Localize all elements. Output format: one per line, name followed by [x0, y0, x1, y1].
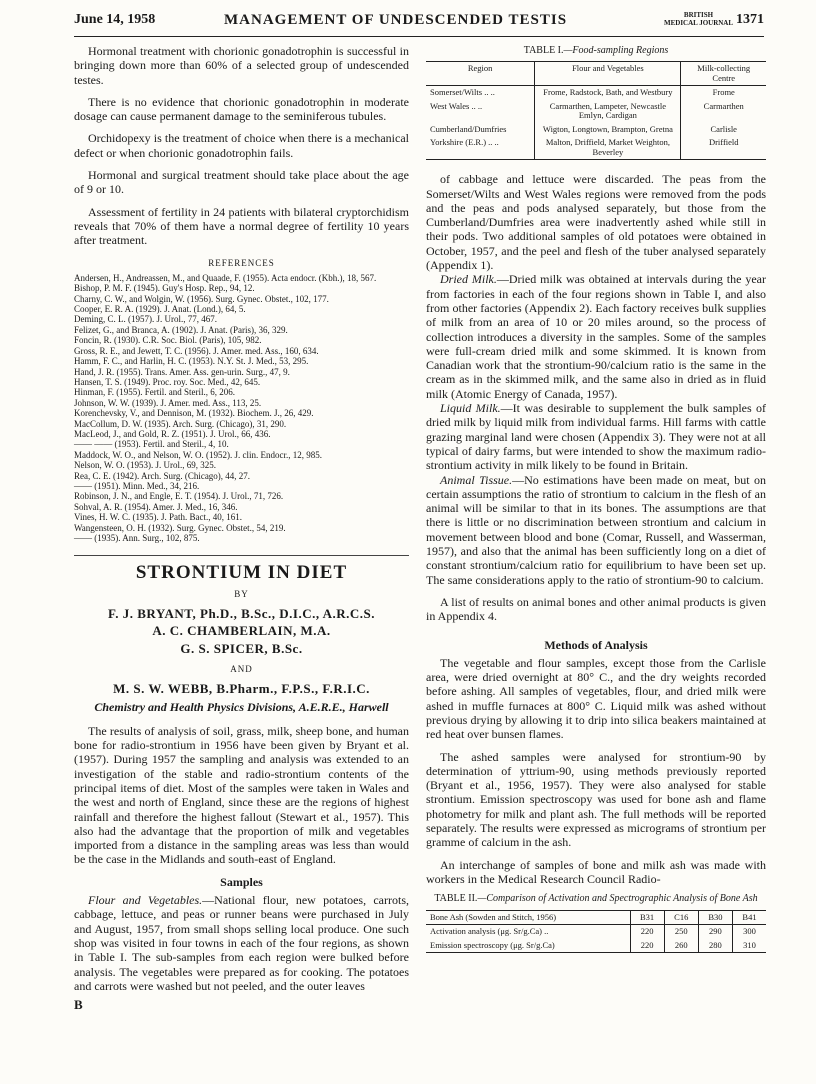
reference-entry: Hansen, T. S. (1949). Proc. roy. Soc. Med., 42, 645.: [74, 376, 261, 387]
conclusion-paragraph: There is no evidence that chorionic gonadotrophin in moderate dosage can cause permanent damage to the seminiferous tubules.: [74, 94, 409, 124]
author-line: M. S. W. WEBB, B.Pharm., F.P.S., F.R.I.C.: [113, 681, 370, 697]
table1-label: TABLE I.: [523, 45, 564, 56]
table2-header: B31: [630, 910, 664, 925]
dried-milk-lead: Dried Milk.: [440, 272, 497, 287]
table1-header: Milk-collecting Centre: [681, 62, 766, 86]
reference-entry: Deming, C. L. (1957). J. Urol., 77, 467.: [74, 314, 217, 325]
table-row: [426, 123, 766, 137]
table2-header: B30: [698, 910, 732, 925]
samples-heading: Samples: [220, 874, 263, 889]
table2-label: TABLE II.: [434, 893, 478, 905]
reference-entry: Hand, J. R. (1955). Trans. Amer. Ass. gen-urin. Surg., 47, 9.: [74, 366, 290, 377]
conclusion-paragraph: Hormonal treatment with chorionic gonadotrophin is successful in bringing down more than 60% of a selected group of undescended testes.: [74, 44, 409, 87]
byline-by: BY: [234, 588, 249, 599]
liquid-milk-lead: Liquid Milk.: [440, 401, 501, 416]
signature-mark: B: [74, 997, 83, 1013]
table2-header: C16: [664, 910, 698, 925]
table1-cell-milk: Carlisle: [681, 123, 766, 137]
dried-milk-paragraph: [426, 272, 766, 401]
table1-body: [426, 86, 766, 160]
animal-tissue-text: —No estimations have been made on meat, but on certain assumptions the ratio of strontium to calcium in the flesh of an animal will be similar to that in its bones. The assumptions are that there is little or no discrimination between strontium and calcium in movement between blood and bone (Comar, Russell, and Wasserman, 1957), and also that the animal has been sufficiently long on a diet of constant strontium/calcium ratio for equilibrium to have been set up. The same considerations apply to the ratio of strontium-90 to calcium.: [426, 472, 766, 587]
reference-entry: Felizet, G., and Branca, A. (1902). J. Anat. (Paris), 36, 329.: [74, 324, 288, 335]
dried-milk-text: —Dried milk was obtained at intervals during the year from factories in each of the four regions shown in Table I, and also from other factories (Appendix 2). Each factory receives bulk supplies of milk from an area of 10 or 20 miles around, so the process of collection introduces a diversity in the samples. Some of the samples were full-cream dried milk and some skimmed. It is known from Canadian work that the strontium-90/calcium ratio is the same in the cream as in the skimmed milk, and the same also in dried as in fluid milk (Atomic Energy of Canada, 1957).: [426, 272, 766, 401]
table-row: [426, 939, 766, 953]
author-line: F. J. BRYANT, Ph.D., B.Sc., D.I.C., A.R.C.S.: [107, 606, 376, 622]
reference-entry: —— (1951). Minn. Med., 34, 216.: [74, 480, 200, 491]
reference-entry: Maddock, W. O., and Nelson, W. O. (1952). J. clin. Endocr., 12, 985.: [74, 449, 322, 460]
divider: [74, 555, 409, 556]
conclusions: [74, 44, 409, 248]
table1-cell-milk: Carmarthen: [681, 100, 766, 123]
table2-value: 250: [664, 925, 698, 939]
flour-continued: of cabbage and lettuce were discarded. The peas from the Somerset/Wilts and West Wales regions were removed from the pods and the peas and pods analysed separately, but those from the Cumberland/Dumfries area were inadvertently ashed while still in their pods. Two additional samples of old potatoes were obtained in October, 1957, and the peel and flesh of the tuber analysed separately (Appendix 1).: [426, 172, 766, 273]
table1-cell-veg: Malton, Driffield, Market Weighton, Beverley: [535, 136, 681, 160]
table1-cell-region: West Wales .. ..: [430, 100, 483, 111]
animal-tissue-lead: Animal Tissue.: [440, 472, 513, 487]
reference-entry: Sohval, A. R. (1954). Amer. J. Med., 16, 346.: [74, 501, 238, 512]
author-line: G. S. SPICER, B.Sc.: [180, 640, 303, 656]
flour-lead: Flour and Vegetables.: [88, 893, 203, 908]
issue-date: June 14, 1958: [74, 12, 156, 27]
page-number: 1371: [736, 12, 764, 27]
flour-text: —National flour, new potatoes, carrots, cabbage, lettuce, and peas or runner beans were purchased in July and August, 1957, from small shops selling local produce. One such shop was visited in four towns in each of the four regions, as shown in Table I. The sub-samples from each region were bulked before analysis. The vegetables were prepared as for cooking. The potatoes and carrots were washed but not peeled, and the outer leaves: [74, 893, 409, 993]
table1-cell-milk: Driffield: [681, 136, 766, 160]
intro-paragraph: The results of analysis of soil, grass, milk, sheep bone, and human bone for radio-strontium in 1956 have been given by Bryant et al. (1957). During 1957 the sampling and analysis was extended to an investigation of the stable and radio-strontium contents of the principal items of diet. Most of the samples were taken in Wales and the west and north of England, since these are the regions of highest rainfall and therefore the highest fallout (Stewart et al., 1957). This also had the advantage that the proportion of milk and vegetables imported from a distance in the sampling areas was less than would be the case in the Midlands and south-east of England.: [74, 723, 409, 867]
table-row: [426, 100, 766, 123]
reference-entry: Nelson, W. O. (1953). J. Urol., 69, 325.: [74, 460, 216, 471]
reference-entry: MacCollum, D. W. (1935). Arch. Surg. (Chicago), 31, 290.: [74, 418, 287, 429]
table2-value: 310: [733, 939, 766, 953]
journal-line-2: MEDICAL JOURNAL: [664, 19, 734, 27]
table2-value: 260: [664, 939, 698, 953]
table1-cell-milk: Frome: [681, 86, 766, 100]
table2-body: [426, 925, 766, 953]
affiliation: Chemistry and Health Physics Divisions, A.E.R.E., Harwell: [94, 699, 389, 714]
conclusion-paragraph: Hormonal and surgical treatment should take place about the age of 9 or 10.: [74, 168, 409, 197]
reference-entry: Foncin, R. (1930). C.R. Soc. Biol. (Paris), 105, 982.: [74, 335, 262, 346]
reference-entry: Hinman, F. (1955). Fertil. and Steril., 6, 206.: [74, 387, 236, 398]
table2-header: Bone Ash (Sowden and Stitch, 1956): [426, 910, 630, 925]
table1-cell-veg: Carmarthen, Lampeter, Newcastle Emlyn, Cardigan: [535, 100, 681, 123]
table1-header: Region: [426, 62, 535, 86]
methods-paragraph: The ashed samples were analysed for strontium-90 by determination of yttrium-90, using methods previously reported (Bryant et al., 1956, 1957). They were also analysed for stable strontium. Emission spectroscopy was used for bone ash and flame photometry for milk and plant ash. The full methods will be reported separately. The results were expressed as micrograms of strontium per gramme of calcium in the ash.: [426, 749, 766, 850]
reference-entry: Vines, H. W. C. (1935). J. Path. Bact., 40, 161.: [74, 512, 242, 523]
reference-entry: Korenchevsky, V., and Dennison, M. (1932). Biochem. J., 26, 429.: [74, 408, 314, 419]
reference-entry: Robinson, J. N., and Engle, E. T. (1954). J. Urol., 71, 726.: [74, 491, 284, 502]
table2-caption-text: —Comparison of Activation and Spectrographic Analysis of Bone Ash: [477, 893, 758, 905]
table-row: [426, 136, 766, 160]
conclusion-paragraph: Assessment of fertility in 24 patients with bilateral cryptorchidism reveals that 70% of them have a normal degree of fertility 10 years after treatment.: [74, 204, 409, 248]
byline-and: AND: [230, 663, 253, 674]
journal-name: [664, 11, 733, 27]
table1-cell-region: Cumberland/Dumfries: [430, 123, 507, 134]
reference-entry: Bishop, P. M. F. (1945). Guy's Hosp. Rep., 94, 12.: [74, 283, 255, 294]
animal-tissue-paragraph: [426, 473, 766, 587]
methods-paragraph: An interchange of samples of bone and milk ash was made with workers in the Medical Research Council Radio-: [426, 857, 766, 886]
running-header: [74, 8, 764, 37]
table2-value: 280: [698, 939, 732, 953]
table2-header: B41: [733, 910, 766, 925]
table1: [426, 61, 766, 160]
liquid-milk-text: —It was desirable to supplement the bulk samples of dried milk by liquid milk from individual farms. Hill farms with cattle grazing marginal land were chosen (Appendix 3). They were not at all typical of dairy farms, but were intended to show the maximum radio-strontium activity in milk likely to be found in Britain.: [426, 401, 766, 473]
reference-entry: Johnson, W. W. (1939). J. Amer. med. Ass., 113, 25.: [74, 397, 262, 408]
running-title: MANAGEMENT OF UNDESCENDED TESTIS: [224, 12, 568, 28]
table2-value: 220: [630, 939, 664, 953]
journal-line-1: BRITISH: [683, 11, 714, 19]
reference-entry: Hamm, F. C., and Harlin, H. C. (1953). N.Y. St. J. Med., 53, 295.: [74, 356, 309, 367]
table2: [426, 910, 766, 954]
conclusion-paragraph: Orchidopexy is the treatment of choice when there is a mechanical defect or when chorionic gonadotrophin fails.: [74, 131, 409, 160]
left-column: [74, 44, 409, 1012]
reference-list: [74, 273, 409, 544]
table2-row-label: Emission spectroscopy (μg. Sr/g.Ca): [430, 939, 555, 950]
reference-entry: Gross, R. E., and Jewett, T. C. (1956). J. Amer. med. Ass., 160, 634.: [74, 345, 319, 356]
table2-value: 300: [733, 925, 766, 939]
appendix-paragraph: A list of results on animal bones and other animal products is given in Appendix 4.: [426, 594, 766, 624]
table2-caption: [426, 892, 766, 906]
author-line: A. C. CHAMBERLAIN, M.A.: [152, 623, 331, 639]
methods-paragraph: The vegetable and flour samples, except those from the Carlisle area, were dried overnight at 80° C., and the dry weights recorded before ashing. All samples of vegetables, flour, and dried milk were ashed in muffle furnaces at 800° C. Liquid milk was ashed without previous drying by allowing it to drip into silica beakers maintained at red heat over bunsen flames.: [426, 655, 766, 742]
table1-cell-veg: Wigton, Longtown, Brampton, Gretna: [535, 123, 681, 137]
article-title: STRONTIUM IN DIET: [135, 562, 348, 584]
liquid-milk-paragraph: [426, 401, 766, 472]
table2-value: 290: [698, 925, 732, 939]
reference-entry: —— —— (1953). Fertil. and Steril., 4, 10.: [74, 439, 229, 450]
table1-header: Flour and Vegetables: [535, 62, 681, 86]
reference-entry: Wangensteen, O. H. (1932). Surg. Gynec. Obstet., 54, 219.: [74, 522, 286, 533]
table1-cell-region: Yorkshire (E.R.) .. ..: [430, 137, 499, 148]
flour-paragraph: [74, 893, 409, 993]
reference-entry: MacLeod, J., and Gold, R. Z. (1951). J. Urol., 66, 436.: [74, 428, 271, 439]
reference-entry: —— (1935). Ann. Surg., 102, 875.: [74, 533, 200, 544]
table1-caption: [426, 44, 766, 58]
table1-cell-veg: Frome, Radstock, Bath, and Westbury: [535, 86, 681, 100]
methods-heading: Methods of Analysis: [544, 637, 648, 652]
right-column: [426, 44, 766, 953]
table-row: [426, 925, 766, 939]
table1-caption-text: —Food-sampling Regions: [563, 45, 669, 56]
references-heading: REFERENCES: [208, 257, 275, 268]
table2-value: 220: [630, 925, 664, 939]
reference-entry: Cooper, E. R. A. (1929). J. Anat. (Lond.), 64, 5.: [74, 304, 246, 315]
table-row: [426, 86, 766, 100]
reference-entry: Rea, C. E. (1942). Arch. Surg. (Chicago), 44, 27.: [74, 470, 251, 481]
reference-entry: Charny, C. W., and Wolgin, W. (1956). Surg. Gynec. Obstet., 102, 177.: [74, 293, 329, 304]
reference-entry: Andersen, H., Andreassen, M., and Quaade, F. (1955). Acta endocr. (Kbh.), 18, 567.: [74, 272, 377, 283]
table1-cell-region: Somerset/Wilts .. ..: [430, 87, 495, 98]
table2-row-label: Activation analysis (μg. Sr/g.Ca) ..: [430, 926, 549, 937]
